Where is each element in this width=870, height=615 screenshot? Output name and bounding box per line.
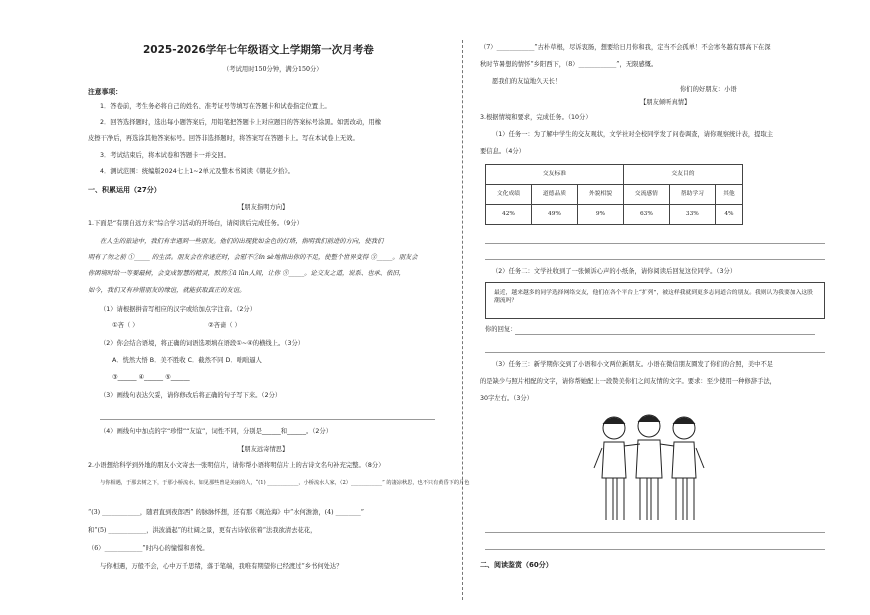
section-heading-2: 二、阅读鉴赏（60分） — [480, 561, 553, 569]
table-cell: 42% — [486, 205, 532, 225]
task-3-3-cont: 的是缺少与照片相配的文字，请你帮她配上一段赞美你们之间友情的文字。要求：至少使用一种修辞手法， — [480, 378, 776, 385]
answer-line[interactable] — [100, 419, 435, 420]
notice-item: 皮擦干净后，再选涂其他答案标号。回答非选择题时，将答案写在答题卡上。写在本试卷上无效。 — [88, 135, 359, 142]
table-cell: 4% — [715, 205, 742, 225]
answer-line[interactable] — [485, 259, 825, 260]
table-group-header: 交友标准 — [486, 165, 624, 185]
question-2: 2.小语想给科学到外地的朋友小文寄去一张明信片，请你帮小语将明信片上的古诗文名句补充完整。（8分） — [88, 462, 385, 469]
exam-title: 2025-2026学年七年级语文上学期第一次月考卷 — [143, 44, 374, 56]
task-1-1: （1）请根据拼音写相应的汉字或给加点字注音。（2分） — [100, 306, 256, 313]
task-1-2: （2）你会结合语境，将正确的词语选项填在语段①~④的横线上。（3分） — [100, 340, 305, 347]
note-box — [485, 282, 825, 319]
answer-line[interactable] — [485, 243, 825, 244]
task-3-3-cont: 30字左右。（3分） — [480, 395, 533, 402]
pinyin-item-a: ①吝（ ） — [112, 322, 139, 329]
notice-item: 1．答卷前，考生务必将自己的姓名、准考证号等填写在答题卡和试卷指定位置上。 — [100, 103, 331, 110]
poem-line: “(3) ____________，随君直到夜郎西” 的脉脉怀想，还有那《观沧海》中“水何澹澹，(4) ________” — [88, 509, 365, 516]
poem-line: （6）____________”时内心的憧憬和喜悦。 — [88, 545, 209, 552]
poem-line: 和“(5) ____________，洪波涌起”的壮阔之景，更有古诗依依着“法我欲清去花花， — [88, 527, 317, 534]
table-col-header: 帮助学习 — [669, 185, 715, 205]
option-list: A．恍然大悟 B．美不胜收 C．截然不同 D．咄咄逼人 — [112, 357, 262, 364]
task-3-1-cont: 要信息。（4分） — [480, 148, 525, 155]
question-1: 1.下面是“有朋自远方来”综合学习活动的开场白，请阅读后完成任务。（9分） — [88, 220, 303, 227]
paragraph-line: 如今，我们又有珍惜朋友的缘谊，就能获取真正的友谊。 — [88, 287, 246, 294]
table-col-header: 交流感情 — [623, 185, 669, 205]
reply-line[interactable] — [515, 334, 815, 335]
notice-item: 2．回答选择题时，选出每小题答案后，用铅笔把答题卡上对应题目的答案标号涂黑。如需改动，用橡 — [100, 119, 382, 126]
table-col-header: 道德品质 — [531, 185, 577, 205]
notice-item: 4．测试范围：统编版2024七上1~2单元及整本书阅读《朝花夕拾》。 — [100, 168, 294, 175]
task-1-3: （3）画线句表达欠妥，请你修改后将正确的句子写下来。（2分） — [100, 392, 282, 399]
table-col-header: 外貌相貌 — [577, 185, 623, 205]
notice-item: 3．考试结束后，将本试卷和答题卡一并交回。 — [100, 152, 230, 159]
banner-part1: 【朋友指明方向】 — [238, 204, 289, 211]
table-col-header: 其他 — [715, 185, 742, 205]
survey-table — [485, 164, 743, 225]
signature: 你们的好朋友：小语 — [680, 86, 737, 93]
banner-part2: 【朋友远寄情思】 — [238, 446, 289, 453]
exam-subtitle: （考试用时150分钟，满分150分） — [223, 66, 323, 73]
section-heading-1: 一、积累运用（27分） — [88, 186, 161, 194]
paragraph-line: 明有了勿之前 ①_____ 的生活。朋友会在你迷茫时，会慰不②ín sè地指出你的不足，使整个世界变得 ③_____。朋友会 — [88, 254, 418, 261]
paragraph-line: 在人生的旅途中，我们有幸遇到一些朋友。他们的出现犹如金色的灯塔，指明我们前进的方向，使我们 — [100, 238, 384, 245]
task-3-3: （3）任务三：新学期你交到了小语和小文两位新朋友。小语在微信朋友圈发了你们的合照，美中不足 — [492, 361, 774, 368]
poem-line: 与你相遇，于那去树之下，于那小桥流水，如见那些曾是美丽的人，“(1) ____________，小桥流水人家，（2）____________” 的凄凉秋思，也不只有黄昏下的月色 — [100, 480, 470, 486]
notice-heading: 注意事项： — [88, 88, 122, 96]
question-3: 3.根据情境和要求，完成任务。（10分） — [480, 114, 592, 121]
closing-line: 愿我们的友谊地久天长！ — [492, 78, 562, 85]
answer-line[interactable] — [485, 352, 825, 353]
task-3-1: （1）任务一：为了解中学生的交友观状，文学社对全校同学发了问卷调查，请你观察统计表，提取主 — [492, 131, 774, 138]
note-text: 最近，越来越多的同学选择网络交友，他们在各个平台上“扩列”，被这样我就到更多志同道合的朋友。我则认为我要加入这股潮流吗？ — [494, 290, 813, 305]
task-3-2: （2）任务二：文学社收到了一张倾诉心声的小纸条，请你阅读后回复这位同学。（3分） — [492, 268, 737, 275]
task-1-4: （4）画线句中加点的字“珍惜”“友谊”，词性不同，分别是______和______。（2分） — [100, 428, 333, 435]
poem-continuation: 秋时节暑想的情怀“乡阳西下，（8）____________”，无限感慨。 — [480, 61, 658, 68]
column-divider — [462, 40, 463, 600]
answer-line[interactable] — [485, 532, 825, 533]
table-col-header: 文化成绩 — [486, 185, 532, 205]
blank-answers[interactable]: ③______ ④______ ⑤______ — [112, 374, 190, 381]
table-cell: 33% — [669, 205, 715, 225]
table-cell: 63% — [623, 205, 669, 225]
pinyin-item-b: ②吝啬（ ） — [208, 322, 241, 329]
poem-continuation: （7）____________”古朴草根，尽诉衷肠，想要给日月你和我，定当不会孤单！不会寒冬越有那高下在深 — [480, 44, 771, 51]
table-cell: 9% — [577, 205, 623, 225]
table-cell: 49% — [531, 205, 577, 225]
friends-illustration — [592, 408, 707, 526]
poem-line: 与你相遇，万般不会，心中万千思绪，落于笔端，我唯有期望你已经渡过“乡书何处达？ — [100, 563, 343, 570]
answer-line[interactable] — [485, 549, 825, 550]
reply-label: 你的回复： — [485, 326, 517, 333]
table-group-header: 交友目的 — [623, 165, 742, 185]
paragraph-line: 你困境时给一等要最树，会变成智慧的精灵，默然①ā lǜn人间，让你 ⑤_____。论交友之道，说系、也承、依旧， — [88, 270, 405, 277]
banner-part3: 【朋友倾听真情】 — [640, 99, 691, 106]
